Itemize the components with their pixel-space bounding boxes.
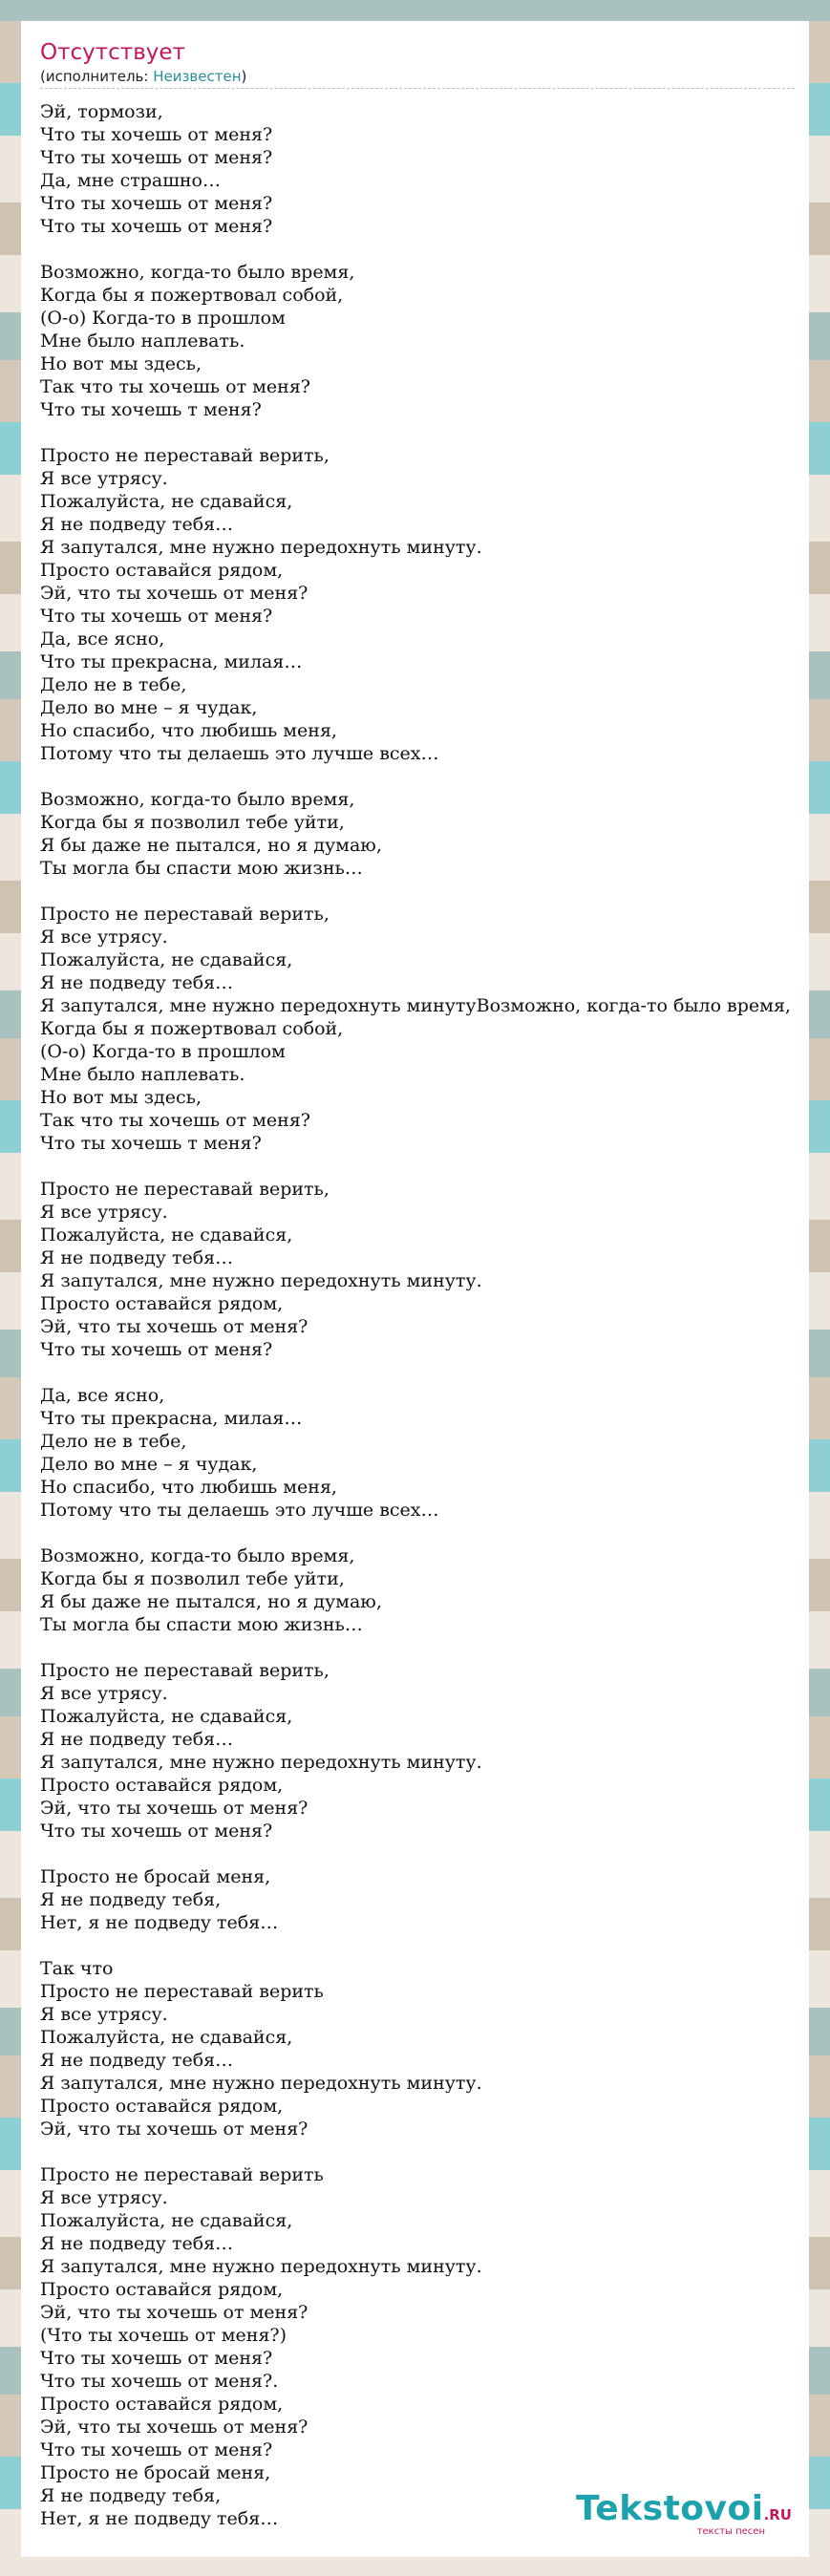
song-title: Отсутствует <box>40 40 185 65</box>
lyrics-text: Эй, тормози, Что ты хочешь от меня? Что ты хочешь от меня? Да, мне страшно… Что ты хочешь от меня? Что ты хочешь от меня? Возможно, когда-то было время, Когда бы я пожертвовал собой, (О-о) Когда-то в прошлом Мне было наплевать. Но вот мы здесь, Так что ты хочешь от меня? Что ты хочешь т меня? Просто не переставай верить, Я все утрясу. Пожалуйста, не сдавайся, Я не подведу тебя… Я запутался, мне нужно передохнуть минуту. Просто оставайся рядом, Эй, что ты хочешь от меня? Что ты хочешь от меня? Да, все ясно, Что ты прекрасна, милая… Дело не в тебе, Дело во мне – я чудак, Но спасибо, что любишь меня, Потому что ты делаешь это лучше всех… Возможно, когда-то было время, Когда бы я позволил тебе уйти, Я бы даже не пытался, но я думаю, Ты могла бы спасти мою жизнь… Просто не переставай верить, Я все утрясу. Пожалуйста, не сдавайся, Я не подведу тебя… Я запутался, мне нужно передохнуть минутуВозможно, когда-то было время, Когда бы я пожертвовал собой, (О-о) Когда-то в прошлом Мне было наплевать. Но вот мы здесь, Так что ты хочешь от меня? Что ты хочешь т меня? Просто не переставай верить, Я все утрясу. Пожалуйста, не сдавайся, Я не подведу тебя… Я запутался, мне нужно передохнуть минуту. Просто оставайся рядом, Эй, что ты хочешь от меня? Что ты хочешь от меня? Да, все ясно, Что ты прекрасна, милая… Дело не в тебе, Дело во мне – я чудак, Но спасибо, что любишь меня, Потому что ты делаешь это лучше всех… Возможно, когда-то было время, Когда бы я позволил тебе уйти, Я бы даже не пытался, но я думаю, Ты могла бы спасти мою жизнь… Просто не переставай верить, Я все утрясу. Пожалуйста, не сдавайся, Я не подведу тебя… Я запутался, мне нужно передохнуть минуту. Просто оставайся рядом, Эй, что ты хочешь от меня? Что ты хочешь от меня? Просто не бросай меня, Я не подведу тебя, Нет, я не подведу тебя… Так что Просто не переставай верить Я все утрясу. Пожалуйста, не сдавайся, Я не подведу тебя… Я запутался, мне нужно передохнуть минуту. Просто оставайся рядом, Эй, что ты хочешь от меня? Просто не переставай верить Я все утрясу. Пожалуйста, не сдавайся, Я не подведу тебя… Я запутался, мне нужно передохнуть минуту. Просто оставайся рядом, Эй, что ты хочешь от меня? (Что ты хочешь от меня?) Что ты хочешь от меня? Что ты хочешь от меня?. Просто оставайся рядом, Эй, что ты хочешь от меня? Что ты хочешь от меня? Просто не бросай меня, Я не подведу тебя, Нет, я не подведу тебя… <box>40 101 791 2529</box>
logo-tagline: тексты песен <box>696 2526 765 2537</box>
artist-prefix: (исполнитель: <box>40 68 154 85</box>
artist-suffix: ) <box>241 68 247 85</box>
logo-wordmark: Tekstovoi <box>576 2489 764 2528</box>
site-logo[interactable] <box>576 2489 792 2538</box>
lyrics-page <box>21 21 809 2557</box>
logo-tld: .RU <box>763 2506 792 2523</box>
artist-link[interactable]: Неизвестен <box>153 68 242 85</box>
artist-line <box>40 67 795 89</box>
